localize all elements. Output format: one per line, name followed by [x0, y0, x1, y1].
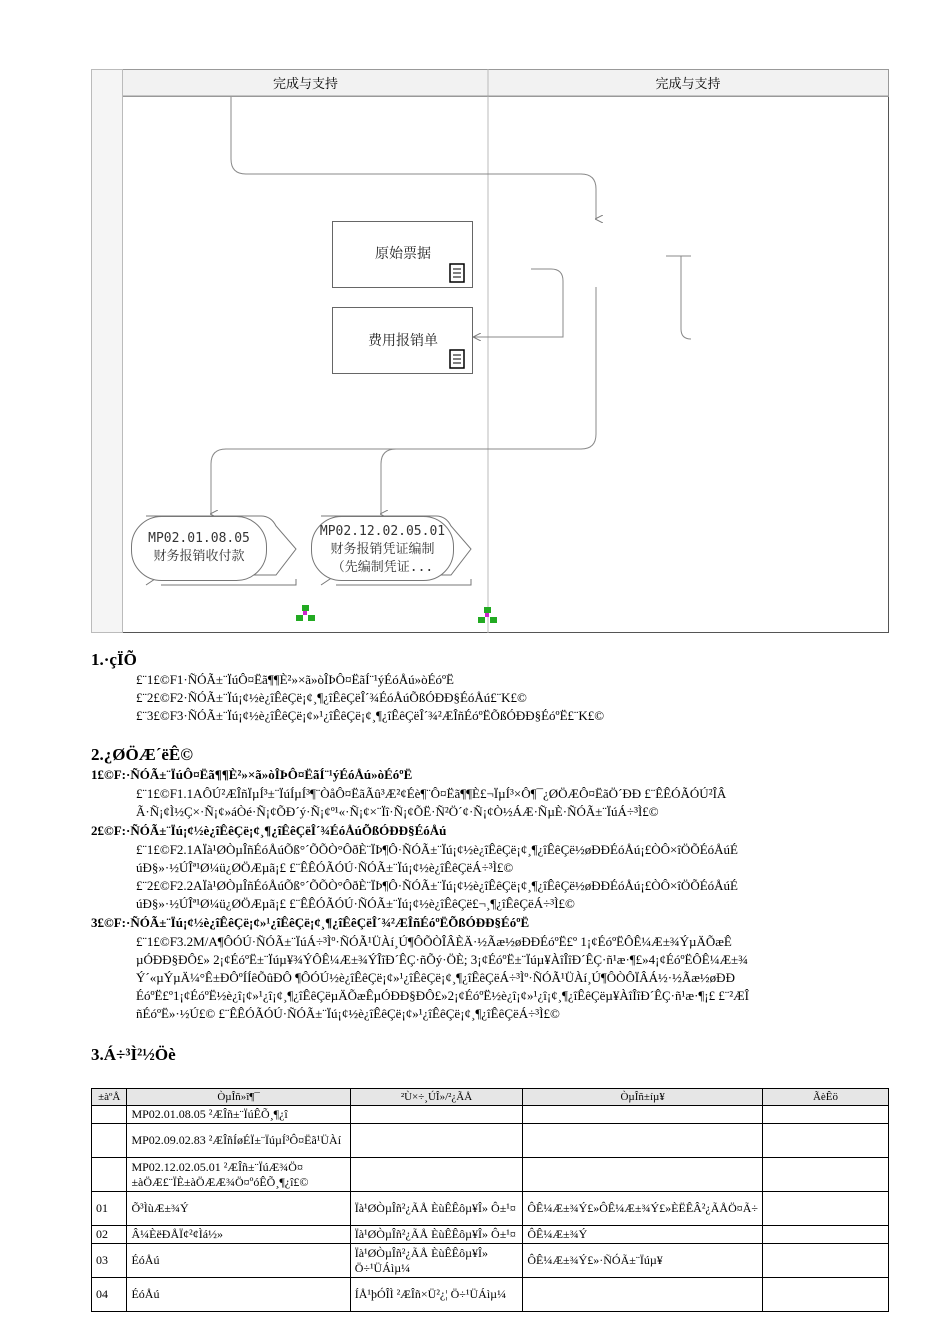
- control-line: £¨1£©F3.2M/A¶ÔÓÚ·ÑÓÃ±¨ÏúÁ÷³Ìº·ÑÓÃ¹ÜÀí¸Ú¶ÔÕÒÎÂÈÄ·½Ãæ½øÐÐÉóºË£º 1¡¢ÉóºËÔÊ¼Æ±¾ÝµÄÕæÊ: [136, 934, 732, 949]
- column-header: ÒµÎñ±íµ¥: [523, 1089, 763, 1106]
- process-code: MP02.01.08.05: [148, 531, 250, 546]
- control-heading: 1£©F:·ÑÓÃ±¨ÏúÔ¤Ëã¶¶È²»×ã»òÎÞÔ¤ËãÍ¨¹ýÉóÅú»òÉóºË: [91, 767, 413, 782]
- cell-role: [350, 1124, 523, 1158]
- cell-form: ÔÊ¼Æ±¾Ý: [523, 1226, 763, 1244]
- document-icon: [450, 264, 464, 282]
- process-name: 财务报销收付款: [153, 549, 245, 564]
- cell-no: [92, 1158, 127, 1192]
- cell-no: 03: [92, 1244, 127, 1278]
- process-subtitle: （先编制凭证...: [331, 560, 434, 575]
- table-row: [92, 1124, 889, 1158]
- cell-activity: MP02.01.08.05 ²ÆÎñ±¨ÏúÊÕ¸¶¿î: [127, 1106, 350, 1124]
- cell-activity: MP02.12.02.05.01 ²ÆÎñ±¨ÏúÆ¾Ö¤±àÖÆ£¨ÏÈ±àÖÆÆ¾Ö¤ºóÊÕ¸¶¿î£©: [127, 1158, 350, 1192]
- cell-activity: MP02.09.02.83 ²ÆÎñÍøÉÏ±¨ÏúµÍ³Ô¤Ëã¹ÜÀí: [127, 1124, 350, 1158]
- cell-form: [523, 1124, 763, 1158]
- cell-desc: [763, 1244, 889, 1278]
- process-steps-table: [91, 1088, 889, 1312]
- process-flow-diagram: [91, 69, 889, 633]
- cell-no: [92, 1124, 127, 1158]
- risk-line: £¨1£©F1·ÑÓÃ±¨ÏúÔ¤Ëã¶¶È²»×ã»òÎÞÔ¤ËãÍ¨¹ýÉóÅú»òÉóºË: [136, 672, 454, 687]
- process-code: MP02.12.02.05.01: [319, 524, 446, 539]
- cell-form: [523, 1278, 763, 1312]
- cell-desc: [763, 1124, 889, 1158]
- table-row: [92, 1106, 889, 1124]
- table-row: [92, 1226, 889, 1244]
- control-line: úÐ§»·½ÚÎª¹Ø¼ü¿ØÖÆµã¡£ £¨ÊÊÓÃÓÚ·ÑÓÃ±¨Ïú¡¢½è¿îÊêÇëÁ÷³Ì£©: [136, 860, 514, 875]
- control-line: ÉóºË£º1¡¢ÉóºË½è¿î¡¢»¹¿î¡¢¸¶¿îÊêÇëµÄÕæÊµÓÐÐ§ÐÔ£»2¡¢ÉóºË½è¿î¡¢»¹¿î¡¢¸¶¿îÊêÇëµ¥ÀîÎîÐ´ÊÇ·ñ¹æ·¶¡£ £¨²ÆÎ: [136, 988, 749, 1003]
- section-steps-heading: 3.Á÷³Ì²½Öè: [91, 1045, 176, 1064]
- control-line: úÐ§»·½ÚÎª¹Ø¼ü¿ØÖÆµã¡£ £¨ÊÊÓÃÓÚ·ÑÓÃ±¨Ïú¡¢½è¿îÊêÇë£¬¸¶¿îÊêÇëÁ÷³Ì£©: [136, 896, 575, 911]
- cell-desc: [763, 1226, 889, 1244]
- control-line: £¨1£©F1.1AÔÚ²ÆÎñÏµÍ³±¨ÏúÍµÍ³¶¨ÒåÔ¤ËãÃû³Æ²¢Éè¶¨Ô¤Ëã¶¶È£¬ÏµÍ³×Ô¶¯¿ØÖÆÔ¤ËãÖ´ÐÐ £¨ÊÊÓÃÓÚ²ÎÂ: [136, 786, 727, 801]
- cell-role: [350, 1106, 523, 1124]
- risk-line: £¨2£©F2·ÑÓÃ±¨Ïú¡¢½è¿îÊêÇë¡¢¸¶¿îÊêÇëÎ´¾ÉóÅúÕßÓÐÐ§ÉóÅú£¨K£©: [136, 690, 527, 705]
- control-line: µÓÐÐ§ÐÔ£» 2¡¢ÉóºË±¨Ïúµ¥¾ÝÔÊ¼Æ±¾ÝÎîÐ´ÊÇ·ñÕý·ÖÈ; 3¡¢ÉóºË±¨Ïúµ¥ÀîÎîÐ´ÊÇ·ñ¹æ·¶£»4¡¢ÉóºËÔÊ¼Æ±¾: [136, 952, 748, 967]
- column-header: ²Ù×÷¸ÚÎ»/²¿ÃÅ: [350, 1089, 523, 1106]
- cell-role: Ïà¹ØÒµÎñ²¿ÃÅ ÈùÊÊôµ¥Î» Ô±¹¤: [350, 1192, 523, 1226]
- cell-desc: [763, 1106, 889, 1124]
- table-row: [92, 1278, 889, 1312]
- cell-form: [523, 1106, 763, 1124]
- lane-title: 完成与支持: [272, 77, 338, 92]
- process-name: 财务报销凭证编制: [330, 542, 435, 557]
- table-row: [92, 1244, 889, 1278]
- cell-no: [92, 1106, 127, 1124]
- document-label: 原始票据: [375, 246, 431, 262]
- cell-form: ÔÊ¼Æ±¾Ý£»ÔÊ¼Æ±¾Ý£»ÈËÊÂ²¿ÃÅÖ¤Ã÷: [523, 1192, 763, 1226]
- cell-no: 02: [92, 1226, 127, 1244]
- control-heading: 2£©F:·ÑÓÃ±¨Ïú¡¢½è¿îÊêÇë¡¢¸¶¿îÊêÇëÎ´¾ÉóÅúÕßÓÐÐ§ÉóÅú: [91, 823, 447, 838]
- cell-activity: Õ³ÌùÆ±¾Ý: [127, 1192, 350, 1226]
- control-heading: 3£©F:·ÑÓÃ±¨Ïú¡¢½è¿îÊêÇë¡¢»¹¿îÊêÇë¡¢¸¶¿îÊêÇëÎ´¾²ÆÎñÉóºËÕßÓÐÐ§ÉóºË: [91, 915, 530, 930]
- cell-activity: ÉóÅú: [127, 1278, 350, 1312]
- cell-role: [350, 1158, 523, 1192]
- cell-no: 01: [92, 1192, 127, 1226]
- table-row: [92, 1192, 889, 1226]
- control-line: ñÉóºË»·½Ú£© £¨ÊÊÓÃÓÚ·ÑÓÃ±¨Ïú¡¢½è¿îÊêÇë¡¢»¹¿îÊêÇë¡¢¸¶¿îÊêÇëÁ÷³Ì£©: [136, 1006, 560, 1021]
- section-risk-heading: 1.·çÏÕ: [91, 650, 137, 669]
- table-header-row: [92, 1089, 889, 1106]
- document-icon: [450, 350, 464, 368]
- document-label: 费用报销单: [368, 333, 438, 349]
- column-header: ÃèÊö: [763, 1089, 889, 1106]
- cell-form: [523, 1158, 763, 1192]
- cell-form: ÔÊ¼Æ±¾Ý£»·ÑÓÃ±¨Ïúµ¥: [523, 1244, 763, 1278]
- control-line: Ã·Ñ¡¢Ì½Ç×·Ñ¡¢»áÒé·Ñ¡¢ÕÐ´ý·Ñ¡¢º¹«·Ñ¡¢×¨Ïî·Ñ¡¢ÕË·Ñ²Ö´¢·Ñ¡¢Ò½ÁÆ·ÑµÈ·ÑÓÃ±¨ÏúÁ÷³Ì£©: [136, 804, 659, 819]
- cell-desc: [763, 1192, 889, 1226]
- column-header: ±àºÅ: [92, 1089, 127, 1106]
- cell-desc: [763, 1278, 889, 1312]
- control-line: Ý´«µÝµÄ¼°Ê±ÐÔºÍÍêÕûÐÔ ¶ÔÓÚ½è¿îÊêÇë¡¢»¹¿îÊêÇë¡¢¸¶¿îÊêÇëÁ÷³Ìº·ÑÓÃ¹ÜÀí¸Ú¶ÔÒÔÏÂÁ½·½Ãæ½øÐÐ: [136, 970, 735, 985]
- cell-role: Ïà¹ØÒµÎñ²¿ÃÅ ÈùÊÊôµ¥Î» Ô±¹¤: [350, 1226, 523, 1244]
- lane-title: 完成与支持: [655, 77, 721, 92]
- table-row: [92, 1158, 889, 1192]
- control-line: £¨1£©F2.1AÏà¹ØÒµÎñÉóÅúÕß°´ÕÕÒ°ÔðÈ¨ÏÞ¶Ô·ÑÓÃ±¨Ïú¡¢½è¿îÊêÇë¡¢¸¶¿îÊêÇë½øÐÐÉóÅú¡£ÒÔ×îÖÕÉóÅúÉ: [136, 842, 738, 857]
- control-line: £¨2£©F2.2AÏà¹ØÒµÎñÉóÅúÕß°´ÕÕÒ°ÔðÈ¨ÏÞ¶Ô·ÑÓÃ±¨Ïú¡¢½è¿îÊêÇë¡¢¸¶¿îÊêÇë½øÐÐÉóÅú¡£ÒÔ×îÖÕÉóÅúÉ: [136, 878, 738, 893]
- cell-role: Ïà¹ØÒµÎñ²¿ÃÅ ÈùÊÊôµ¥Î» Ö÷¹ÜÁìµ¼: [350, 1244, 523, 1278]
- cell-activity: Â¼ÈëÐÅÏ¢²¢Ìá½»: [127, 1226, 350, 1244]
- cell-role: ÍÅ¹þÓÎÌ ²ÆÎñ×Ü²¿¦ Ö÷¹ÜÁìµ¼: [350, 1278, 523, 1312]
- section-control-heading: 2.¿ØÖÆ´ëÊ©: [91, 745, 193, 764]
- cell-no: 04: [92, 1278, 127, 1312]
- cell-desc: [763, 1158, 889, 1192]
- column-header: ÒµÎñ»î¶¯: [127, 1089, 350, 1106]
- cell-activity: ÉóÅú: [127, 1244, 350, 1278]
- risk-line: £¨3£©F3·ÑÓÃ±¨Ïú¡¢½è¿îÊêÇë¡¢»¹¿îÊêÇë¡¢¸¶¿îÊêÇëÎ´¾²ÆÎñÉóºËÕßÓÐÐ§ÉóºË£¨K£©: [136, 708, 605, 723]
